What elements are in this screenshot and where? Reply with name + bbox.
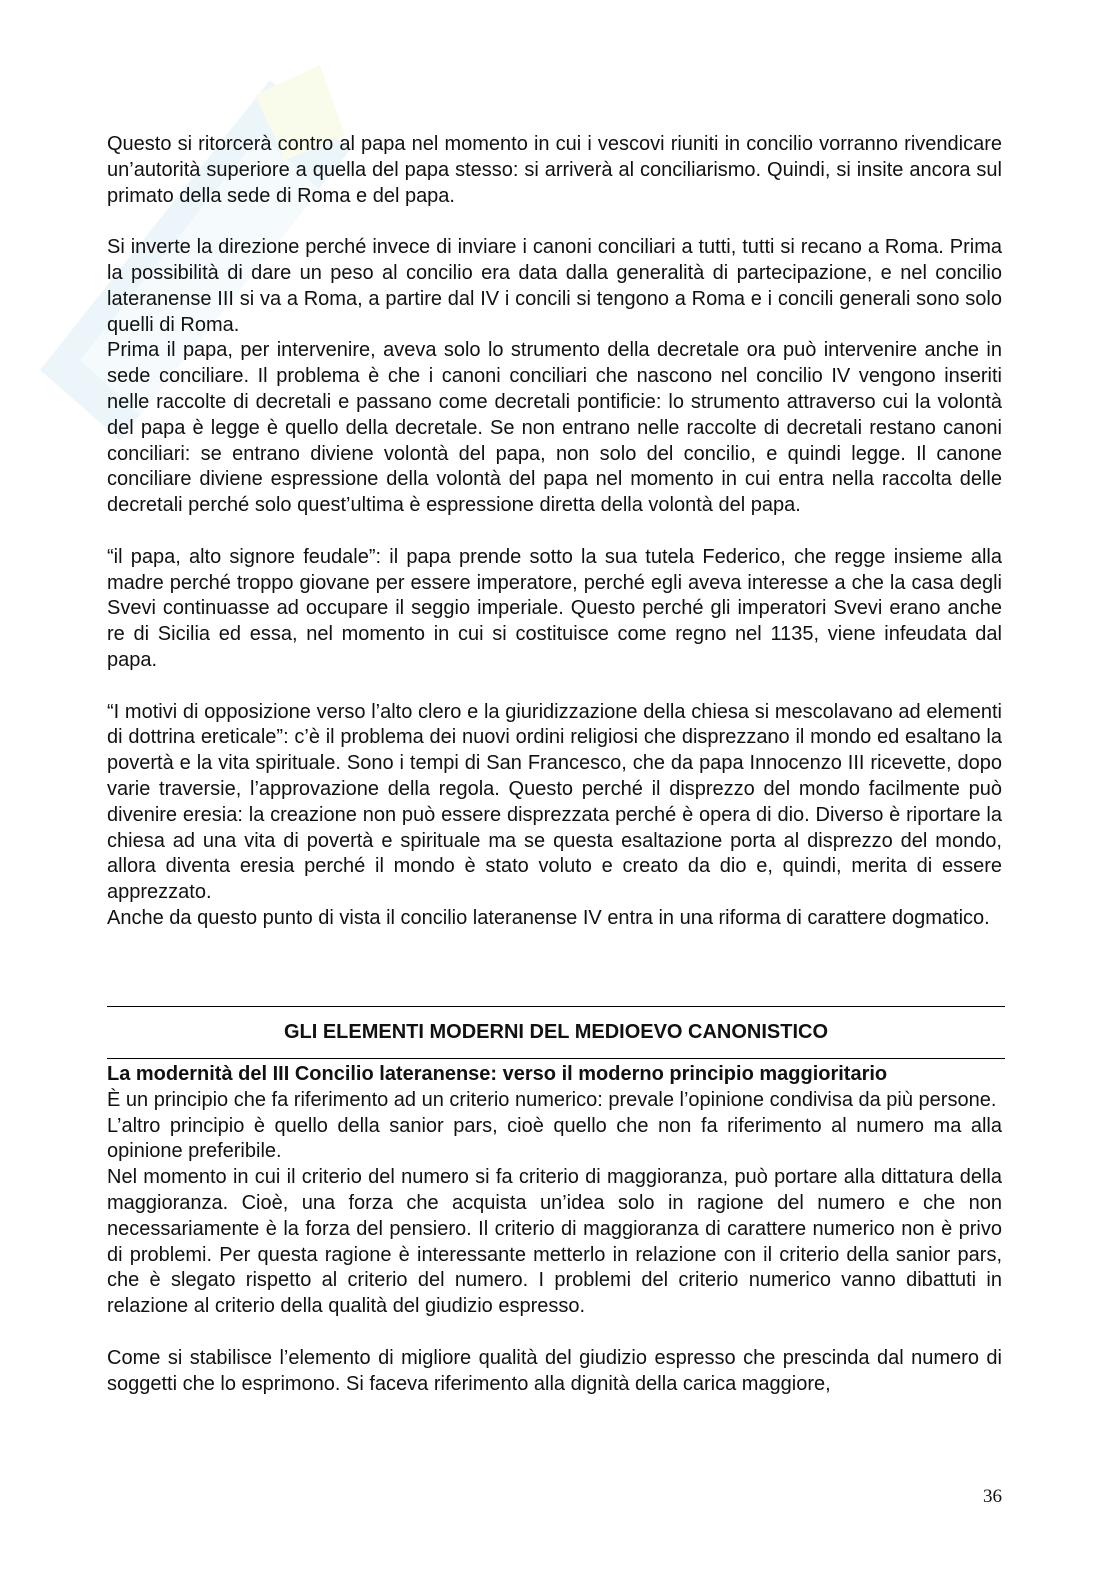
paragraph: “il papa, alto signore feudale”: il papa prende sotto la sua tutela Federico, che regge insieme alla madre perché troppo giovane per essere imperatore, perché egli aveva interesse a che la casa degli Svevi continuasse ad occupare il seggio imperiale. Questo perché gli imperatori Svevi erano anche re di Sicilia ed essa, nel momento in cui si costituisce come regno nel 1135, viene infeudata dal papa. [107,545,1002,671]
paragraph: Anche da questo punto di vista il concilio lateranense IV entra in una riforma di carattere dogmatico. [107,906,990,929]
paragraph: Prima il papa, per intervenire, aveva solo lo strumento della decretale ora può intervenire anche in sede conciliare. Il problema è che i canoni conciliari che nascono nel concilio IV vengono inseriti nelle raccolte di decretali e passano come decretali pontificie: lo strumento attraverso cui la volontà del papa è legge è quello della decretale. Se non entrano nelle raccolte di decretali restano canoni conciliari: se entrano diviene volontà del papa, non solo del concilio, e quindi legge. Il canone conciliare diviene espressione della volontà del papa nel momento in cui entra nella raccolta delle decretali perché solo quest’ultima è espressione diretta della volontà del papa. [107,339,1002,517]
paragraph: Si inverte la direzione perché invece di inviare i canoni conciliari a tutti, tutti si recano a Roma. Prima la possibilità di dare un peso al concilio era data dalla generalità di partecipazione, e nel concilio lateranense III si va a Roma, a partire dal IV i concili si tengono a Roma e i concili generali sono solo quelli di Roma. [107,236,1002,336]
paragraph: Come si stabilisce l’elemento di migliore qualità del giudizio espresso che prescinda dal numero di soggetti che lo esprimono. Si faceva riferimento alla dignità della carica maggiore, [107,1346,1002,1395]
paragraph: “I motivi di opposizione verso l’alto clero e la giuridizzazione della chiesa si mescolavano ad elementi di dottrina ereticale”: c’è il problema dei nuovi ordini religiosi che disprezzano il mondo ed esaltano la povertà e la vita spirituale. Sono i tempi di San Francesco, che da papa Innocenzo III ricevette, dopo varie traversie, l’approvazione della regola. Questo perché il disprezzo del mondo facilmente può divenire eresia: la creazione non può essere disprezzata perché è opera di dio. Diverso è riportare la chiesa ad una vita di povertà e spirituale ma se questa esaltazione porta al disprezzo del mondo, allora diventa eresia perché il mondo è stato voluto e creato da dio e, quindi, merita di essere apprezzato. [107,700,1002,904]
subheading: La modernità del III Concilio lateranense: verso il moderno principio maggioritario [107,1063,888,1085]
paragraph: È un principio che fa riferimento ad un criterio numerico: prevale l’opinione condivisa da più persone. [107,1088,997,1111]
section-title: GLI ELEMENTI MODERNI DEL MEDIOEVO CANONISTICO [283,1021,829,1043]
main-text [107,132,1002,932]
paragraph: Nel momento in cui il criterio del numero si fa criterio di maggioranza, può portare alla dittatura della maggioranza. Cioè, una forza che acquista un’idea solo in ragione del numero e che non necessariamente è la forza del pensiero. Il criterio di maggioranza di carattere numerico non è privo di problemi. Per questa ragione è interessante metterlo in relazione con il criterio della sanior pars, che è slegato rispetto al criterio del numero. I problemi del criterio numerico vanno dibattuti in relazione al criterio della qualità del giudizio espresso. [107,1166,1002,1318]
lower-text [107,1062,1002,1397]
section-divider-top [107,1006,1005,1007]
page-number: 36 [983,1486,1002,1507]
section-divider-bottom [107,1058,1005,1059]
paragraph: Questo si ritorcerà contro al papa nel momento in cui i vescovi riuniti in concilio vorranno rivendicare un’autorità superiore a quella del papa stesso: si arriverà al conciliarismo. Quindi, si insite ancora sul primato della sede di Roma e del papa. [107,133,1002,207]
paragraph: L’altro principio è quello della sanior pars, cioè quello che non fa riferimento al numero ma alla opinione preferibile. [107,1114,1002,1163]
